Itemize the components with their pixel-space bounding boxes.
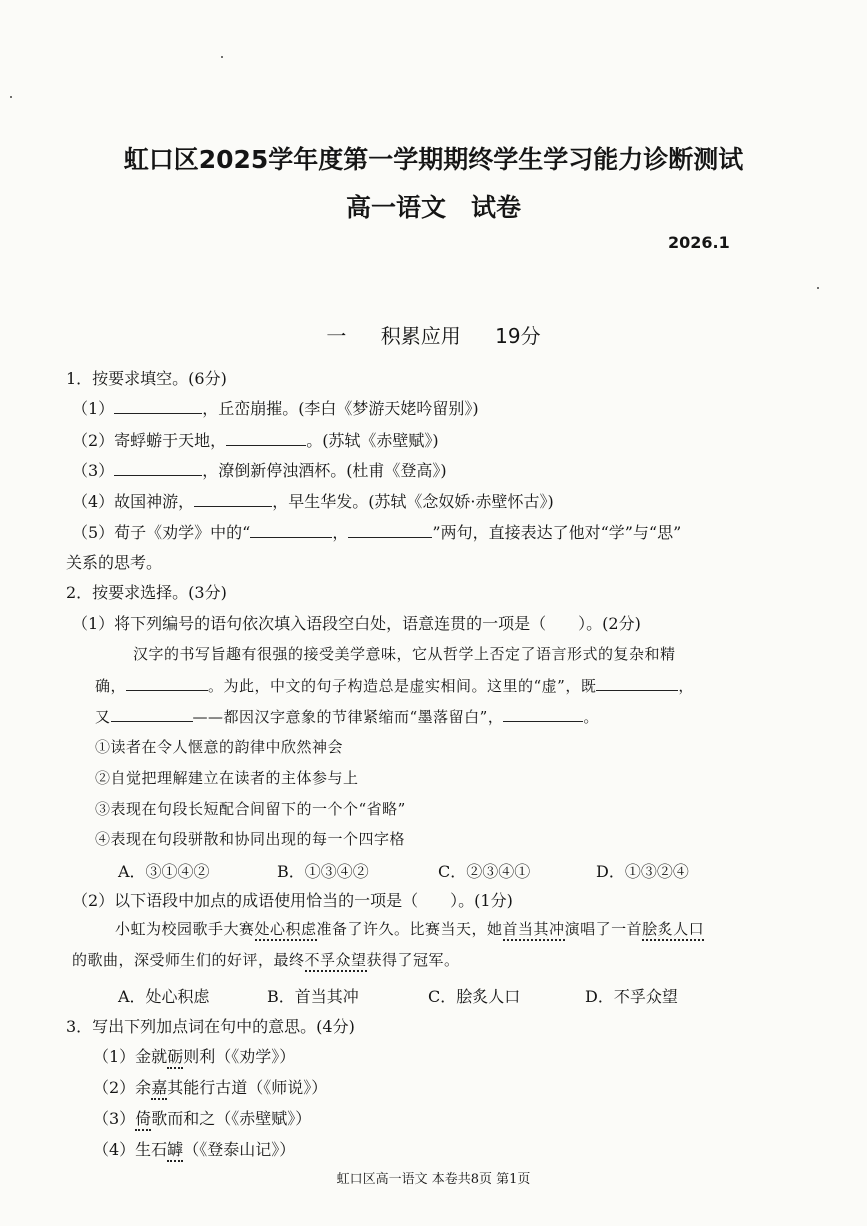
section-name: 积累应用 bbox=[380, 324, 461, 348]
page-footer: 虹口区高一语文 本卷共8页 第1页 bbox=[336, 1172, 531, 1187]
q3-item: （2）余嘉其能行古道（《师说》） bbox=[93, 1075, 327, 1098]
answer-blank[interactable] bbox=[596, 676, 678, 691]
choice-c[interactable]: C．②③④① bbox=[438, 862, 531, 881]
choice-a[interactable]: A．③①④② bbox=[118, 862, 210, 881]
q2-passage-line: 又 ——都因汉字意象的节律紧缩而“墨落留白”， 。 bbox=[95, 708, 599, 726]
choice-b[interactable]: B．①③④② bbox=[277, 862, 369, 881]
choice-d[interactable]: D．①③②④ bbox=[596, 862, 689, 881]
dotted-word: 罅 bbox=[167, 1140, 183, 1162]
q3-item: （4）生石罅（《登泰山记》） bbox=[93, 1137, 295, 1160]
q1-item-4: （4）故国神游， ，早生华发。(苏轼《念奴娇·赤壁怀古》) bbox=[72, 492, 554, 511]
sentence-option: ①读者在令人惬意的韵律中欣然神会 bbox=[95, 738, 344, 756]
q3-item: （3）倚歌而和之（《赤壁赋》） bbox=[93, 1106, 311, 1129]
q1-item-2: （2）寄蜉蝣于天地， 。(苏轼《赤壁赋》) bbox=[72, 431, 439, 450]
q2-part1-stem: （1）将下列编号的语句依次填入语段空白处，语意连贯的一项是（ ）。(2分) bbox=[72, 614, 641, 633]
scan-speck bbox=[817, 287, 819, 289]
exam-subtitle: 高一语文 试卷 bbox=[345, 193, 521, 222]
q1-item-5: （5）荀子《劝学》中的“ ， ”两句，直接表达了他对“学”与“思” bbox=[72, 523, 682, 542]
q2-stem: 2．按要求选择。(3分) bbox=[66, 583, 227, 602]
answer-blank[interactable] bbox=[250, 523, 332, 538]
sentence-option: ②自觉把理解建立在读者的主体参与上 bbox=[95, 769, 359, 787]
sentence-option: ③表现在句段长短配合间留下的一个个“省略” bbox=[95, 800, 406, 818]
answer-blank[interactable] bbox=[114, 461, 202, 476]
answer-blank[interactable] bbox=[503, 707, 583, 722]
q2-passage-line: 汉字的书写旨趣有很强的接受美学意味，它从哲学上否定了语言形式的复杂和精 bbox=[133, 645, 676, 663]
scan-speck bbox=[221, 56, 223, 58]
exam-date: 2026.1 bbox=[668, 233, 730, 252]
exam-title: 虹口区2025学年度第一学期期终学生学习能力诊断测试 bbox=[123, 145, 744, 174]
choice-c[interactable]: C．脍炙人口 bbox=[428, 987, 521, 1006]
dotted-word: 倚 bbox=[135, 1109, 151, 1131]
choice-b[interactable]: B．首当其冲 bbox=[267, 987, 359, 1006]
section-number: 一 bbox=[326, 324, 347, 348]
sentence-option: ④表现在句段骈散和协同出现的每一个四字格 bbox=[95, 830, 406, 848]
dotted-idiom: 首当其冲 bbox=[503, 920, 565, 941]
q1-item-5-cont: 关系的思考。 bbox=[66, 553, 163, 572]
answer-blank[interactable] bbox=[226, 431, 306, 446]
q3-stem: 3．写出下列加点词在句中的意思。(4分) bbox=[66, 1017, 355, 1036]
answer-blank[interactable] bbox=[194, 492, 272, 507]
dotted-idiom: 不孚众望 bbox=[305, 951, 367, 972]
section-score: 19分 bbox=[495, 324, 541, 348]
answer-blank[interactable] bbox=[348, 523, 432, 538]
choice-a[interactable]: A．处心积虑 bbox=[118, 987, 210, 1006]
q1-item-3: （3） ，潦倒新停浊酒杯。(杜甫《登高》) bbox=[72, 461, 447, 480]
q1-item-1: （1） ，丘峦崩摧。(李白《梦游天姥吟留别》) bbox=[72, 399, 479, 418]
q2-part2-stem: （2）以下语段中加点的成语使用恰当的一项是（ ）。(1分) bbox=[72, 891, 513, 910]
answer-blank[interactable] bbox=[126, 676, 208, 691]
q2-idiom-passage-line: 的歌曲，深受师生们的好评，最终不孚众望获得了冠军。 bbox=[72, 949, 460, 970]
dotted-word: 嘉 bbox=[151, 1078, 167, 1100]
section-heading bbox=[0, 320, 867, 349]
answer-blank[interactable] bbox=[111, 707, 193, 722]
choice-d[interactable]: D．不孚众望 bbox=[585, 987, 678, 1006]
q3-item: （1）金就砺则利（《劝学》） bbox=[93, 1044, 295, 1067]
dotted-word: 砺 bbox=[167, 1047, 183, 1069]
dotted-idiom: 处心积虑 bbox=[255, 920, 317, 941]
q2-idiom-passage-line: 小虹为校园歌手大赛处心积虑准备了许久。比赛当天，她首当其冲演唱了一首脍炙人口 bbox=[115, 918, 704, 939]
q1-stem: 1．按要求填空。(6分) bbox=[66, 369, 227, 388]
dotted-idiom: 脍炙人口 bbox=[642, 920, 704, 941]
answer-blank[interactable] bbox=[114, 399, 202, 414]
q2-passage-line: 确， 。为此，中文的句子构造总是虚实相间。这里的“虚”，既 ， bbox=[95, 677, 694, 695]
scan-speck bbox=[10, 96, 12, 98]
